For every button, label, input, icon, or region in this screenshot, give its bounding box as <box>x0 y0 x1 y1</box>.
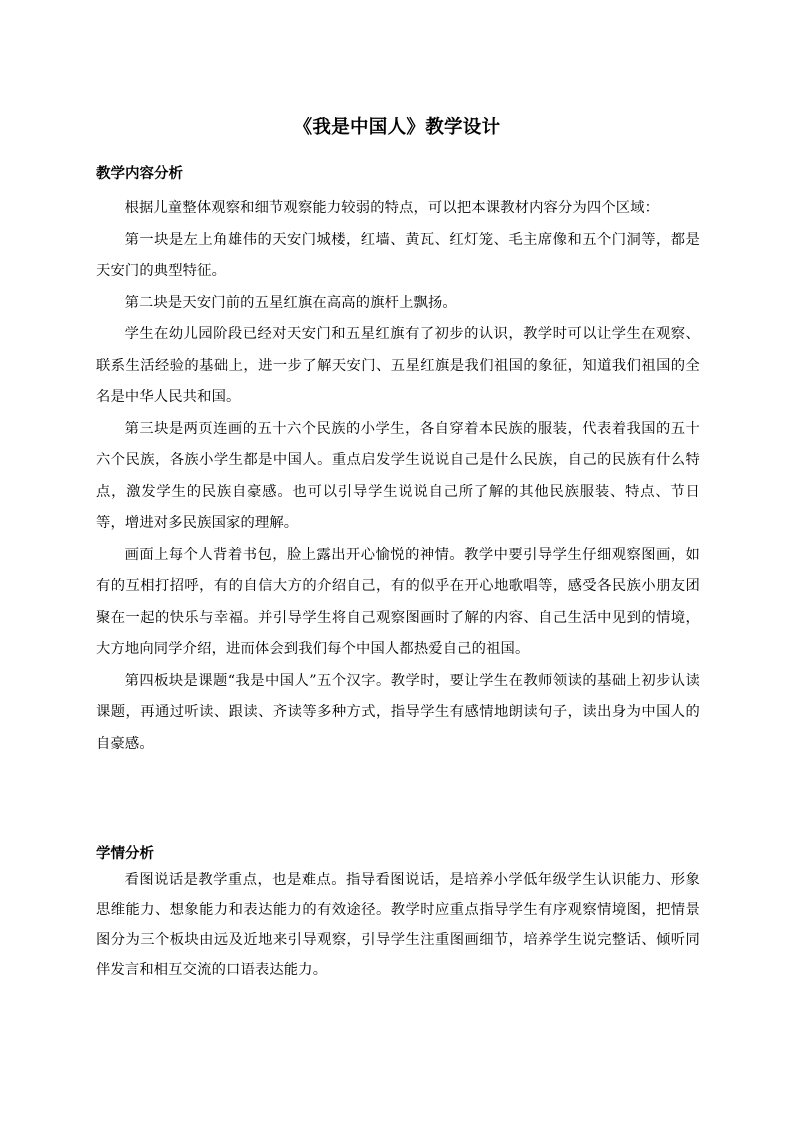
paragraph: 第二块是天安门前的五星红旗在高高的旗杆上飘扬。 <box>124 294 457 311</box>
paragraph: 第一块是左上角雄伟的天安门城楼，红墙、黄瓦、红灯笼、毛主席像和五个门洞等，都是天安门的典型特征。 <box>96 231 700 279</box>
paragraph: 学生在幼儿园阶段已经对天安门和五星红旗有了初步的认识，教学时可以让学生在观察、联系生活经验的基础上，进一步了解天安门、五星红旗是我们祖国的象征，知道我们祖国的全名是中华人民共和国。 <box>96 326 700 405</box>
section-heading: 学情分析 <box>96 845 154 862</box>
paragraph: 根据儿童整体观察和细节观察能力较弱的特点，可以把本课教材内容分为四个区域： <box>124 200 660 216</box>
section-learner-analysis <box>96 843 700 985</box>
paragraph: 第四板块是课题“我是中国人”五个汉字。教学时，要让学生在教师领读的基础上初步认读课题，再通过听读、跟读、齐读等多种方式，指导学生有感情地朗读句子，读出身为中国人的自豪感。 <box>96 672 700 752</box>
section-content-analysis <box>96 163 700 760</box>
document-title: 《我是中国人》教学设计 <box>293 117 501 138</box>
section-heading: 教学内容分析 <box>96 165 183 182</box>
paragraph: 看图说话是教学重点，也是难点。指导看图说话，是培养小学低年级学生认识能力、形象思维能力、想象能力和表达能力的有效途径。教学时应重点指导学生有序观察情境图，把情景图分为三个板块由远及近地来引导观察，引导学生注重图画细节，培养学生说完整话、倾听同伴发言和相互交流的口语表达能力。 <box>96 872 700 978</box>
paragraph: 画面上每个人背着书包，脸上露出开心愉悦的神情。教学中要引导学生仔细观察图画，如有的互相打招呼，有的自信大方的介绍自己，有的似乎在开心地歌唱等，感受各民族小朋友团聚在一起的快乐与幸福。并引导学生将自己观察图画时了解的内容、自己生活中见到的情境，大方地向同学介绍，进而体会到我们每个中国人都热爱自己的祖国。 <box>96 546 700 657</box>
paragraph: 第三块是两页连画的五十六个民族的小学生，各自穿着本民族的服装，代表着我国的五十六个民族，各族小学生都是中国人。重点启发学生说说自己是什么民族，自己的民族有什么特点，激发学生的民族自豪感。也可以引导学生说说自己所了解的其他民族服装、特点、节日等，增进对多民族国家的理解。 <box>96 420 700 531</box>
